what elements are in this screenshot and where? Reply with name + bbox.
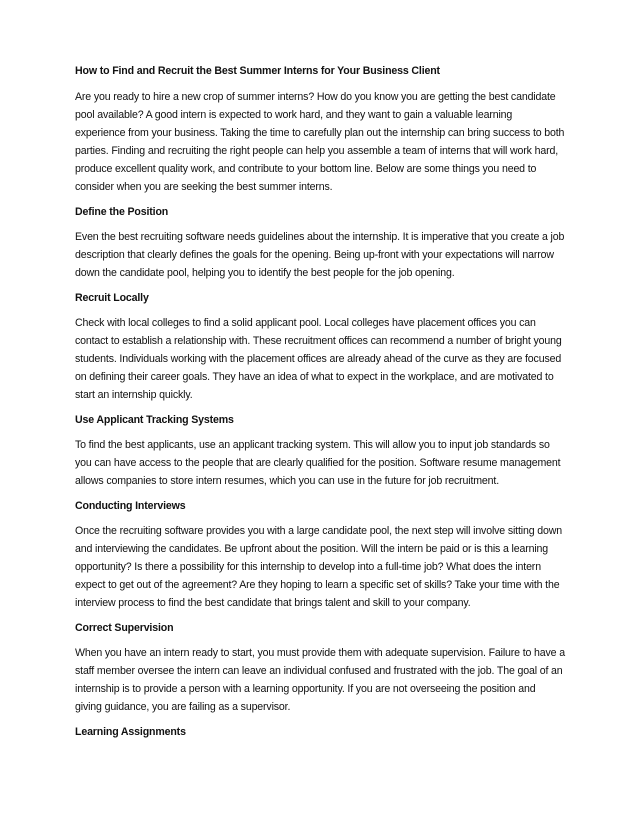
section-heading-recruit-locally: Recruit Locally <box>75 292 149 304</box>
section-heading-define-position: Define the Position <box>75 206 169 218</box>
document-title: How to Find and Recruit the Best Summer Interns for Your Business Client <box>75 65 440 77</box>
section-body-applicant-tracking: To find the best applicants, use an applicant tracking system. This will allow you to input job standards so you can have access to the people that are clearly qualified for the position. Software resume management allows companies to store intern resumes, which you can use in the future for job recruitment. <box>75 439 561 487</box>
section-body-recruit-locally: Check with local colleges to find a solid applicant pool. Local colleges have placement offices you can contact to establish a relationship with. These recruitment offices can recommend a number of bright young students. Individuals working with the placement offices are already ahead of the curve as they are focused on defining their career goals. They have an idea of what to expect in the workplace, and are motivated to start an internship quickly. <box>75 317 562 401</box>
section-heading-applicant-tracking: Use Applicant Tracking Systems <box>75 414 234 426</box>
section-heading-conducting-interviews: Conducting Interviews <box>75 500 186 512</box>
section-body-define-position: Even the best recruiting software needs guidelines about the internship. It is imperative that you create a job description that clearly defines the goals for the opening. Being up-front with your expectations will narrow down the candidate pool, helping you to identify the best people for the job opening. <box>75 231 565 279</box>
section-heading-correct-supervision: Correct Supervision <box>75 622 174 634</box>
document-page <box>75 62 565 748</box>
section-body-conducting-interviews: Once the recruiting software provides you with a large candidate pool, the next step will involve sitting down and interviewing the candidates. Be upfront about the position. Will the intern be paid or is this a learning opportunity? Is there a possibility for this internship to develop into a full-time job? What does the intern expect to get out of the agreement? Are they hoping to learn a specific set of skills? Take your time with the interview process to find the best candidate that brings talent and skill to your company. <box>75 525 562 609</box>
intro-paragraph: Are you ready to hire a new crop of summer interns? How do you know you are getting the best candidate pool available? A good intern is expected to work hard, and they want to gain a valuable learning experience from your business. Taking the time to carefully plan out the internship can bring success to both parties. Finding and recruiting the right people can help you assemble a team of interns that will work hard, produce excellent quality work, and contribute to your bottom line. Below are some things you need to consider when you are seeking the best summer interns. <box>75 91 565 193</box>
section-body-correct-supervision: When you have an intern ready to start, you must provide them with adequate supervision. Failure to have a staff member oversee the intern can leave an individual confused and frustrated with the job. The goal of an internship is to provide a person with a learning opportunity. If you are not overseeing the position and giving guidance, you are failing as a supervisor. <box>75 647 565 713</box>
section-heading-learning-assignments: Learning Assignments <box>75 726 186 738</box>
